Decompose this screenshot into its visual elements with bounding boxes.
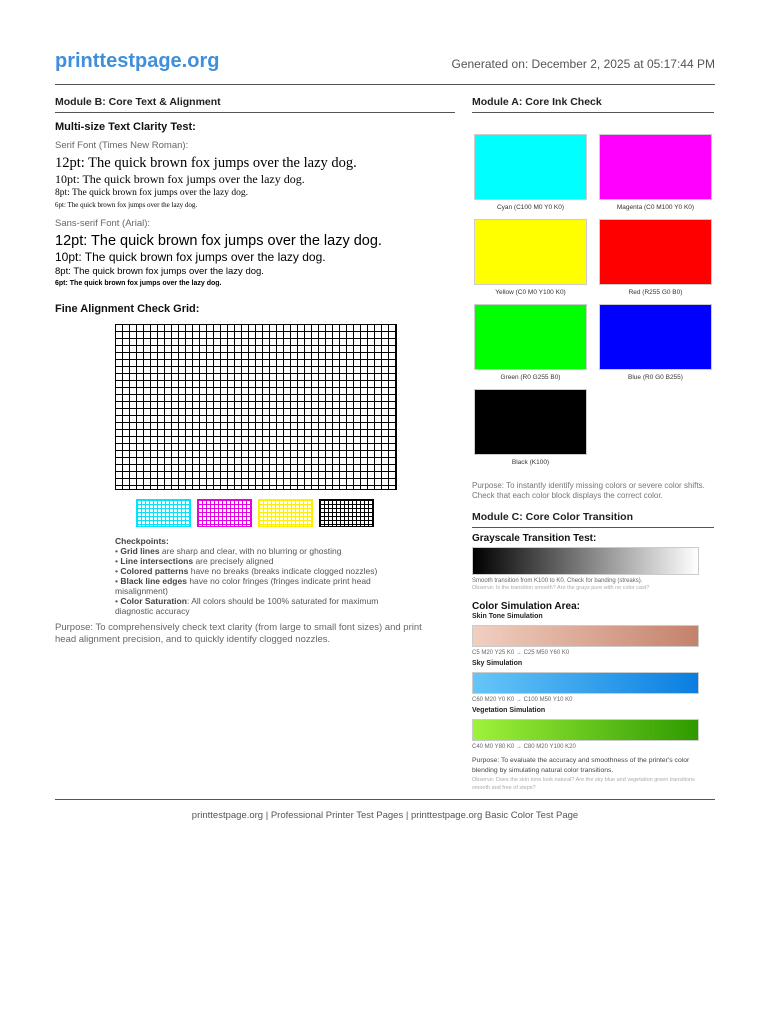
swatch-black: [474, 389, 587, 466]
checkpoint-item: • Black line edges have no color fringes (fringes indicate print head misalignment): [115, 576, 371, 596]
swatch-label: Blue (R0 G0 B255): [628, 374, 683, 381]
checkpoint-item: • Grid lines are sharp and clear, with no blurring or ghosting: [115, 546, 342, 556]
swatch-box: [599, 304, 712, 370]
swatch-green: [474, 304, 587, 381]
swatch-box: [599, 134, 712, 200]
serif-sample-12pt: 12pt: The quick brown fox jumps over the lazy dog.: [55, 155, 357, 171]
generated-timestamp: Generated on: December 2, 2025 at 05:17:44 PM: [451, 57, 715, 71]
serif-sample-6pt: 6pt: The quick brown fox jumps over the lazy dog.: [55, 201, 198, 209]
vegetation-gradient: [472, 719, 699, 741]
skin-range: C5 M20 Y25 K0 → C25 M50 Y60 K0: [472, 650, 570, 656]
right-column: [472, 96, 714, 792]
sky-range: C60 M20 Y0 K0 → C100 M50 Y10 K0: [472, 697, 573, 703]
vegetation-sim-name: Vegetation Simulation: [472, 707, 546, 714]
serif-sample-10pt: 10pt: The quick brown fox jumps over the lazy dog.: [55, 172, 305, 186]
checkpoint-item: • Line intersections are precisely aligned: [115, 556, 274, 566]
serif-sample-8pt: 8pt: The quick brown fox jumps over the lazy dog.: [55, 188, 248, 198]
checkpoints-title: Checkpoints:: [115, 536, 169, 546]
swatch-label: Yellow (C0 M0 Y100 K0): [495, 289, 566, 296]
swatch-label: Red (R255 G0 B0): [628, 289, 683, 296]
ink-swatches: [472, 119, 714, 466]
magenta-mini-grid: [197, 499, 252, 527]
footer-text: printtestpage.org | Professional Printer Test Pages | printtestpage.org Basic Color Test Page: [191, 810, 579, 821]
clarity-test-title: Multi-size Text Clarity Test:: [55, 121, 196, 133]
module-c-observe: Observe: Does the skin tone look natural? Are the sky blue and vegetation green transitions smooth and free of steps?: [472, 777, 695, 791]
swatch-blue: [599, 304, 712, 381]
grayscale-gradient: [472, 547, 699, 575]
vegetation-range: C40 M0 Y80 K0 → C80 M20 Y100 K20: [472, 744, 576, 750]
grayscale-observe: Observe: Is the transition smooth? Are the grays pure with no color cast?: [472, 585, 650, 591]
checkpoint-item: • Colored patterns have no breaks (breaks indicate clogged nozzles): [115, 566, 378, 576]
swatch-box: [474, 219, 587, 285]
black-mini-grid: [319, 499, 374, 527]
swatch-label: Green (R0 G255 B0): [500, 374, 561, 381]
yellow-mini-grid: [258, 499, 313, 527]
cyan-mini-grid: [136, 499, 191, 527]
sans-sample-12pt: 12pt: The quick brown fox jumps over the lazy dog.: [55, 233, 382, 249]
swatch-label: Cyan (C100 M0 Y0 K0): [496, 204, 565, 211]
swatch-box: [474, 134, 587, 200]
swatch-yellow: [474, 219, 587, 296]
swatch-box: [474, 304, 587, 370]
module-a-title: Module A: Core Ink Check: [472, 96, 714, 113]
alignment-grid-title: Fine Alignment Check Grid:: [55, 303, 200, 315]
checkpoint-item: • Color Saturation: All colors should be 100% saturated for maximum diagnostic accuracy: [115, 596, 379, 616]
sans-font-label: Sans-serif Font (Arial):: [55, 218, 151, 229]
sans-sample-8pt: 8pt: The quick brown fox jumps over the lazy dog.: [55, 266, 264, 277]
alignment-grid: [115, 324, 397, 490]
swatch-label: Black (K100): [511, 459, 550, 466]
site-title[interactable]: printtestpage.org: [55, 50, 220, 72]
checkpoints: [115, 536, 415, 616]
skin-sim-name: Skin Tone Simulation: [472, 613, 543, 620]
sans-sample-10pt: 10pt: The quick brown fox jumps over the lazy dog.: [55, 250, 326, 264]
module-b: [55, 96, 455, 645]
color-mini-grids: [136, 499, 376, 527]
sans-sample-6pt: 6pt: The quick brown fox jumps over the lazy dog.: [55, 280, 222, 287]
swatch-box: [474, 389, 587, 455]
swatch-cyan: [474, 134, 587, 211]
serif-font-label: Serif Font (Times New Roman):: [55, 140, 189, 151]
module-a-purpose: Purpose: To instantly identify missing colors or severe color shifts. Check that each color block displays the correct color.: [472, 481, 705, 500]
module-b-purpose: Purpose: To comprehensively check text clarity (from large to small font sizes) and print head alignment precision, and to quickly identify clogged nozzles.: [55, 622, 422, 645]
sky-gradient: [472, 672, 699, 694]
grayscale-note: Smooth transition from K100 to K0. Check for banding (streaks).: [472, 578, 643, 584]
skin-gradient: [472, 625, 699, 647]
module-c-purpose: Purpose: To evaluate the accuracy and smoothness of the printer's color blending by simulating natural color transitions.: [472, 757, 690, 774]
grayscale-title: Grayscale Transition Test:: [472, 533, 597, 544]
module-c-title: Module C: Core Color Transition: [472, 511, 714, 528]
swatch-label: Magenta (C0 M100 Y0 K0): [616, 204, 695, 211]
footer-divider: [55, 799, 715, 800]
swatch-box: [599, 219, 712, 285]
swatch-magenta: [599, 134, 712, 211]
swatch-red: [599, 219, 712, 296]
page-header: [55, 48, 715, 85]
simulation-title: Color Simulation Area:: [472, 601, 580, 612]
module-b-title: Module B: Core Text & Alignment: [55, 96, 455, 113]
sky-sim-name: Sky Simulation: [472, 660, 523, 667]
